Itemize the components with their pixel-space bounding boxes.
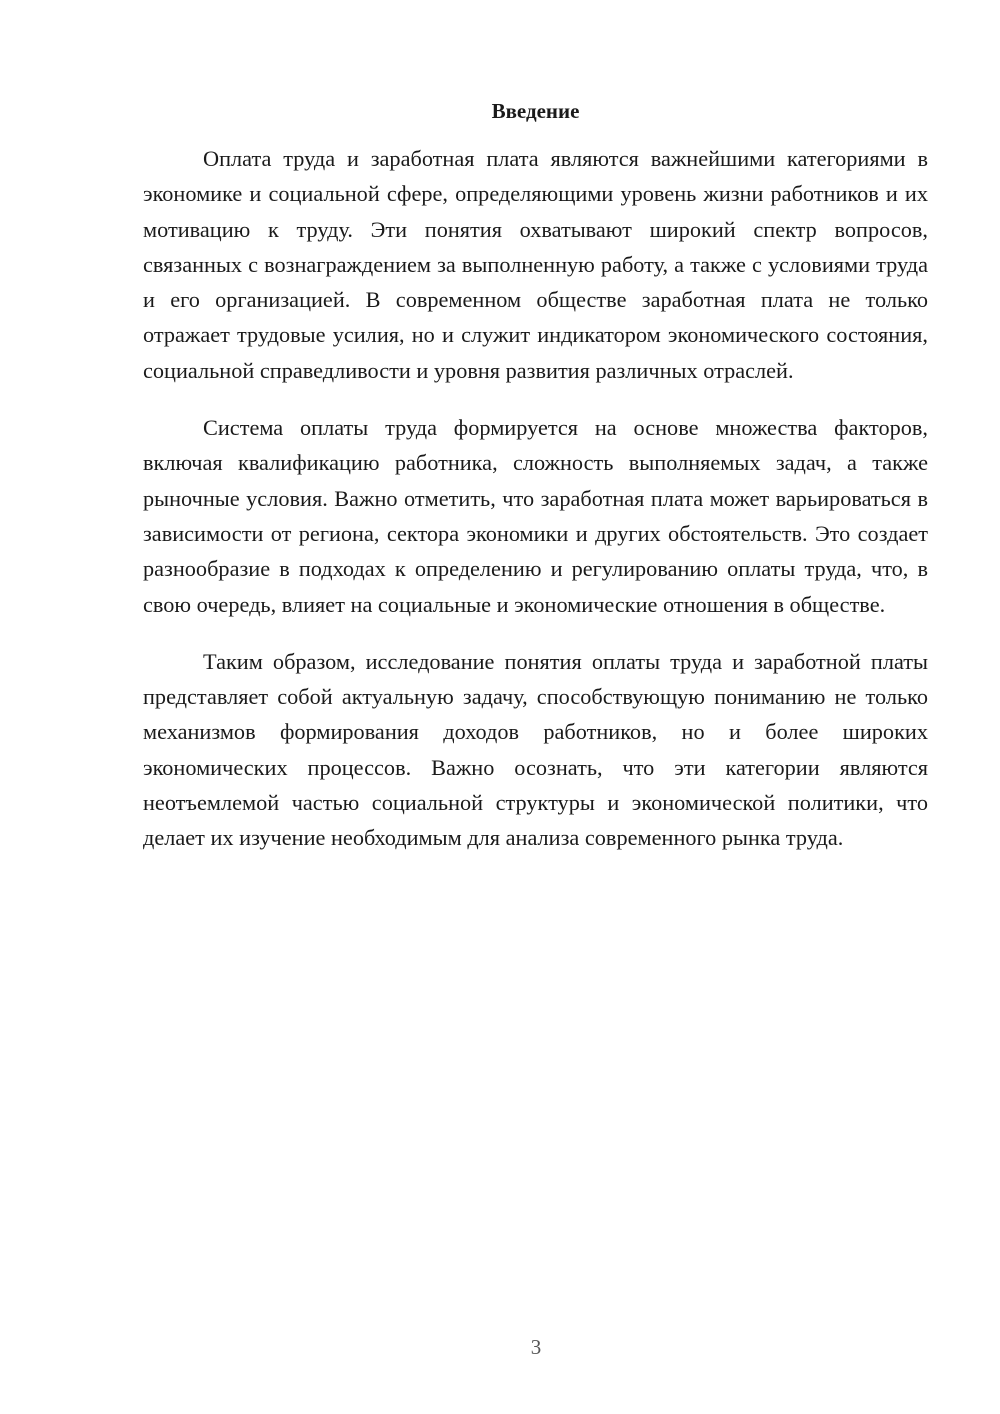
paragraph-3: Таким образом, исследование понятия оплаты труда и заработной платы представляет собой актуальную задачу, способствующую пониманию не только механизмов формирования доходов работников, но и более широких экономических процессов. Важно осознать, что эти категории являются неотъемлемой частью социальной структуры и экономической политики, что делает их изучение необходимым для анализа современного рынка труда.: [143, 648, 928, 851]
paragraph-1: Оплата труда и заработная плата являются важнейшими категориями в экономике и социальной сфере, определяющими уровень жизни работников и их мотивацию к труду. Эти понятия охватывают широкий спектр вопросов, связанных с вознаграждением за выполненную работу, а также с условиями труда и его организацией. В современном обществе заработная плата не только отражает трудовые усилия, но и служит индикатором экономического состояния, социальной справедливости и уровня развития различных отраслей.: [143, 146, 928, 383]
body-text: [143, 141, 928, 878]
section-title: Введение: [491, 99, 580, 123]
page-number: 3: [530, 1335, 542, 1359]
paragraph-2: Система оплаты труда формируется на основе множества факторов, включая квалификацию работника, сложность выполняемых задач, а также рыночные условия. Важно отметить, что заработная плата может варьироваться в зависимости от региона, сектора экономики и других обстоятельств. Это создает разнообразие в подходах к определению и регулированию оплаты труда, что, в свою очередь, влияет на социальные и экономические отношения в обществе.: [143, 415, 928, 617]
